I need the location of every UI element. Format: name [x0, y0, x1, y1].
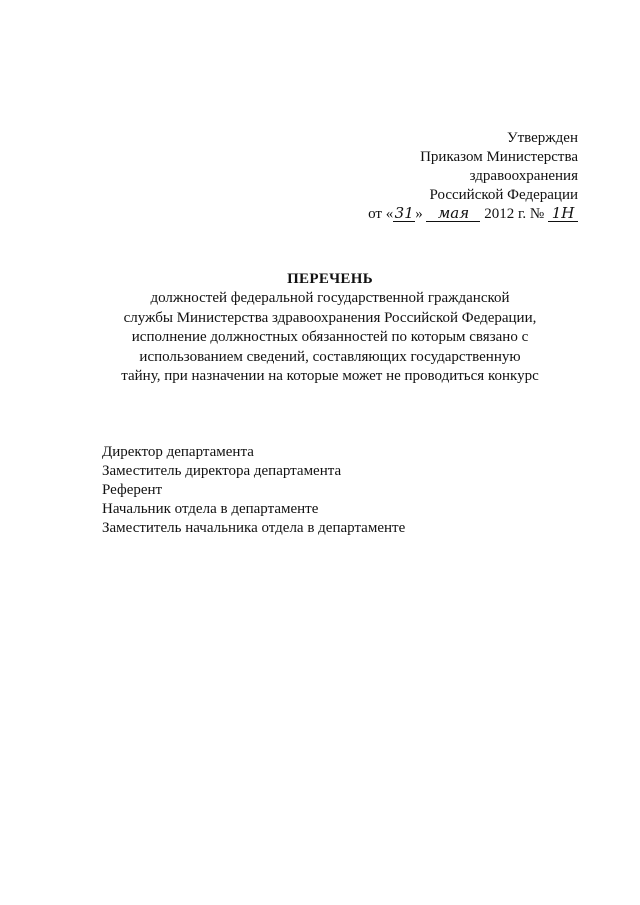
subtitle-line: службы Министерства здравоохранения Российской Федерации,: [123, 309, 537, 326]
list-item: Заместитель начальника отдела в департаменте: [102, 520, 406, 536]
list-item: Начальник отдела в департаменте: [102, 501, 319, 517]
handwritten-order-number: 1Н: [548, 205, 578, 222]
handwritten-day: 31: [394, 204, 414, 222]
approval-line-health: здравоохранения: [469, 168, 578, 184]
list-item: Референт: [102, 482, 163, 498]
date-quote-close: »: [415, 206, 423, 222]
approval-line-order: Приказом Министерства: [420, 149, 578, 165]
date-prefix: от «: [368, 206, 394, 222]
approval-line-approved: Утвержден: [506, 130, 578, 146]
document-subtitle: [40, 289, 620, 387]
approval-stamp: [368, 129, 578, 224]
date-year-number-label: 2012 г. №: [484, 206, 545, 222]
list-item: Заместитель директора департамента: [102, 463, 342, 479]
subtitle-line: должностей федеральной государственной гражданской: [150, 290, 510, 306]
document-heading: [40, 269, 620, 387]
list-item: Директор департамента: [102, 444, 254, 460]
positions-list: [102, 443, 405, 538]
subtitle-line: использованием сведений, составляющих государственную: [139, 348, 521, 365]
subtitle-line: тайну, при назначении на которые может не проводиться конкурс: [121, 368, 539, 384]
document-title: ПЕРЕЧЕНЬ: [287, 271, 373, 287]
subtitle-line: исполнение должностных обязанностей по которым связано с: [131, 329, 529, 345]
approval-date-line: [368, 205, 578, 224]
handwritten-month: мая: [426, 205, 480, 222]
approval-line-federation: Российской Федерации: [429, 187, 578, 203]
